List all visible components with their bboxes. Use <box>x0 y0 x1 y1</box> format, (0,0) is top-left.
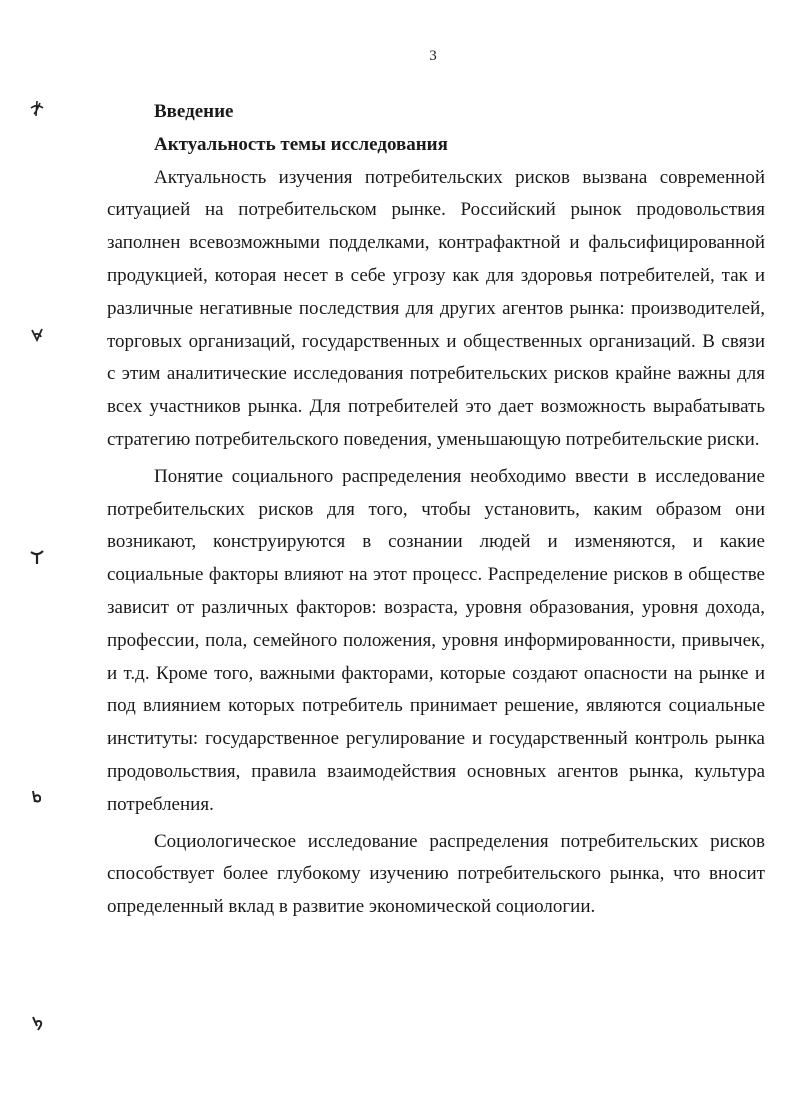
binding-mark-5 <box>28 1012 46 1032</box>
section-heading-intro: Введение <box>154 101 234 122</box>
paragraph-3: Социологическое исследование распределения потребительских рисков способствует более глубокому изучению потребительского рынка, что вносит определенный вклад в развитие экономической социологии. <box>107 830 765 918</box>
paragraph-2: Понятие социального распределения необходимо ввести в исследование потребительских рисков для того, чтобы установить, каким образом они возникают, конструируются в сознании людей и изменяются, и какие социальные факторы влияют на этот процесс. Распределение рисков в обществе зависит от различных факторов: возраста, уровня образования, уровня дохода, профессии, пола, семейного положения, уровня информированности, привычек, и т.д. Кроме того, важными факторами, которые создают опасности на рынке и под влиянием которых потребитель принимает решение, являются социальные институты: государственное регулирование и государственный контроль рынка продовольствия, правила взаимодействия основных агентов рынка, культура потребления. <box>107 465 765 815</box>
page-number: 3 <box>429 48 437 64</box>
document-body <box>107 96 765 924</box>
paragraph-1: Актуальность изучения потребительских рисков вызвана современной ситуацией на потребительском рынке. Российский рынок продовольствия заполнен всевозможными подделками, контрафактной и фальсифицированной продукцией, которая несет в себе угрозу как для здоровья потребителей, так и различные негативные последствия для других агентов рынка: производителей, торговых организаций, государственных и общественных организаций. В связи с этим аналитические исследования потребительских рисков крайне важны для всех участников рынка. Для потребителей это дает возможность вырабатывать стратегию потребительского поведения, уменьшающую потребительские риски. <box>107 166 765 450</box>
binding-mark-2 <box>28 324 46 344</box>
binding-mark-3 <box>28 546 46 566</box>
section-heading-topic: Актуальность темы исследования <box>154 133 448 155</box>
binding-mark-4 <box>28 786 46 806</box>
binding-mark-1 <box>28 98 46 118</box>
